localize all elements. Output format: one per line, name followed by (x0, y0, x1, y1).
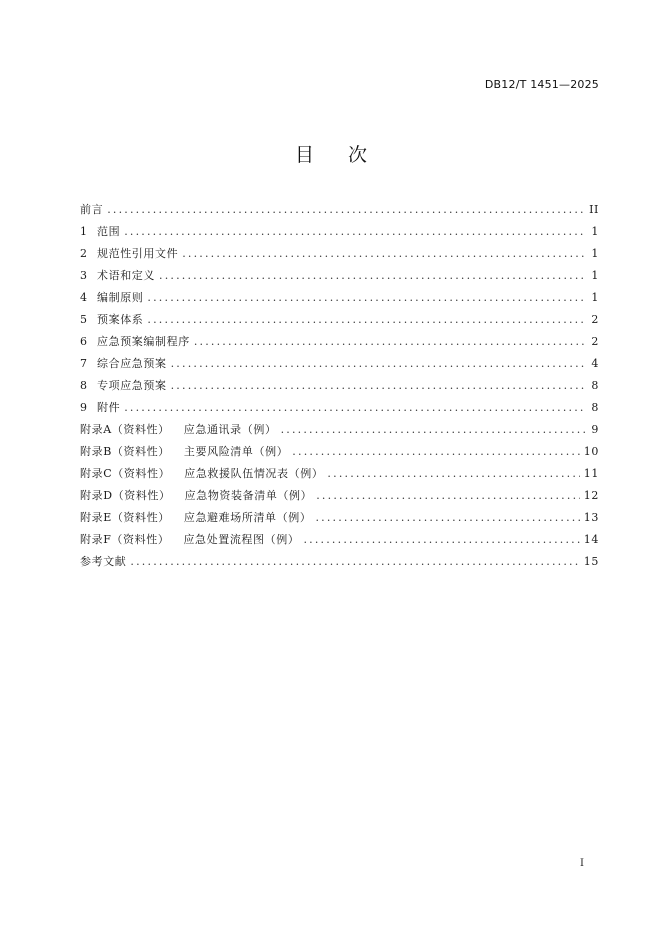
toc-entry-subtitle: 应急避难场所清单（例） (183, 511, 312, 524)
toc-entry-page: 1 (591, 291, 599, 304)
toc-entry-page: 8 (591, 379, 599, 392)
toc-entry-label (80, 419, 277, 441)
toc-entry-title: 参考文献 (80, 555, 127, 568)
toc-entry-title: 预案体系 (97, 313, 144, 326)
toc-entry-page: 9 (591, 423, 599, 436)
toc-entry-number: 4 (80, 291, 88, 304)
toc-entry-page: 1 (591, 247, 599, 260)
toc-entry[interactable] (80, 551, 599, 573)
toc-entry-title: 编制原则 (97, 291, 144, 304)
toc-entry-title: 附录A（资料性） (80, 423, 170, 436)
toc-entry-number: 3 (80, 269, 88, 282)
toc-dot-leader (327, 463, 579, 485)
toc-entry-label (80, 265, 155, 287)
toc-entry[interactable] (80, 529, 599, 551)
toc-title (0, 140, 662, 167)
toc-dot-leader (292, 441, 580, 463)
toc-entry[interactable] (80, 441, 599, 463)
toc-entry-page: 2 (591, 335, 599, 348)
toc-dot-leader (303, 529, 579, 551)
toc-entry[interactable] (80, 309, 599, 331)
toc-entry-label (80, 353, 167, 375)
toc-entry-label (80, 375, 167, 397)
toc-entry-number: 2 (80, 247, 88, 260)
toc-entry-number: 7 (80, 357, 88, 370)
toc-entry[interactable] (80, 419, 599, 441)
toc-entry-title: 附录C（资料性） (80, 467, 171, 480)
toc-dot-leader (107, 199, 585, 221)
toc-entry-page: 2 (591, 313, 599, 326)
toc-entry-label (80, 485, 312, 507)
toc-entry-label (80, 529, 299, 551)
toc-entry-page: 8 (591, 401, 599, 414)
toc-entry-title: 专项应急预案 (97, 379, 167, 392)
toc-entry-page: 14 (583, 533, 599, 546)
toc-entry-title: 附录D（资料性） (80, 489, 171, 502)
toc-entry-title: 应急预案编制程序 (97, 335, 190, 348)
toc-entry-number: 5 (80, 313, 88, 326)
toc-dot-leader (315, 507, 579, 529)
toc-entry[interactable] (80, 375, 599, 397)
toc-dot-leader (147, 287, 585, 309)
toc-entry-label (80, 309, 143, 331)
toc-entry[interactable] (80, 199, 599, 221)
toc-entry-label (80, 243, 178, 265)
toc-entry-subtitle: 应急通讯录（例） (183, 423, 277, 436)
toc-entry-title: 附录E（资料性） (80, 511, 170, 524)
toc-entry-label (80, 199, 103, 221)
toc-entry-title: 前言 (80, 203, 104, 216)
toc-entry-title: 附录B（资料性） (80, 445, 170, 458)
toc-dot-leader (171, 375, 585, 397)
toc-entry-title: 附录F（资料性） (80, 533, 170, 546)
toc-entry-title: 附件 (97, 401, 121, 414)
toc-entry[interactable] (80, 265, 599, 287)
toc-entry[interactable] (80, 243, 599, 265)
toc-entry-page: 13 (583, 511, 599, 524)
toc-dot-leader (182, 243, 585, 265)
toc-entry-title: 规范性引用文件 (97, 247, 179, 260)
toc-entry-subtitle: 应急救援队伍情况表（例） (184, 467, 324, 480)
toc-entry[interactable] (80, 485, 599, 507)
toc-entry-subtitle: 应急处置流程图（例） (183, 533, 300, 546)
toc-entry[interactable] (80, 463, 599, 485)
toc-dot-leader (316, 485, 580, 507)
toc-dot-leader (171, 353, 585, 375)
toc-entry[interactable] (80, 507, 599, 529)
toc-dot-leader (159, 265, 585, 287)
toc-entry-page: 11 (583, 467, 599, 480)
toc-entry-title: 范围 (97, 225, 121, 238)
toc-title-char-2: 次 (348, 144, 368, 166)
toc-entry-label (80, 397, 120, 419)
toc-entry-label (80, 221, 120, 243)
toc-entry-label (80, 507, 311, 529)
toc-entry-label (80, 331, 190, 353)
toc-entry-number: 1 (80, 225, 88, 238)
toc-entry-page: II (589, 203, 599, 216)
toc-title-char-1: 目 (294, 144, 314, 166)
toc-entry-number: 9 (80, 401, 88, 414)
toc-entry-number: 6 (80, 335, 88, 348)
toc-entry-title: 术语和定义 (97, 269, 155, 282)
toc-entry-page: 1 (591, 269, 599, 282)
standard-code: DB12/T 1451—2025 (484, 78, 599, 91)
toc-entry-label (80, 441, 288, 463)
toc-entry[interactable] (80, 221, 599, 243)
toc-entry-label (80, 287, 143, 309)
toc-dot-leader (281, 419, 585, 441)
toc-entry-subtitle: 应急物资装备清单（例） (184, 489, 313, 502)
toc-entry-number: 8 (80, 379, 88, 392)
toc-entry-page: 12 (583, 489, 599, 502)
toc-entry-label (80, 551, 126, 573)
toc-dot-leader (124, 221, 585, 243)
toc-entry-title: 综合应急预案 (97, 357, 167, 370)
toc-entry[interactable] (80, 397, 599, 419)
page-number: I (580, 858, 584, 869)
toc-entry-page: 4 (591, 357, 599, 370)
toc-entry-subtitle: 主要风险清单（例） (183, 445, 289, 458)
toc-dot-leader (194, 331, 585, 353)
toc-list (80, 199, 599, 573)
toc-dot-leader (130, 551, 579, 573)
toc-dot-leader (124, 397, 585, 419)
toc-entry-page: 10 (583, 445, 599, 458)
toc-dot-leader (147, 309, 585, 331)
toc-entry-page: 15 (583, 555, 599, 568)
toc-entry[interactable] (80, 287, 599, 309)
toc-entry[interactable] (80, 331, 599, 353)
toc-entry[interactable] (80, 353, 599, 375)
toc-entry-label (80, 463, 323, 485)
toc-entry-page: 1 (591, 225, 599, 238)
